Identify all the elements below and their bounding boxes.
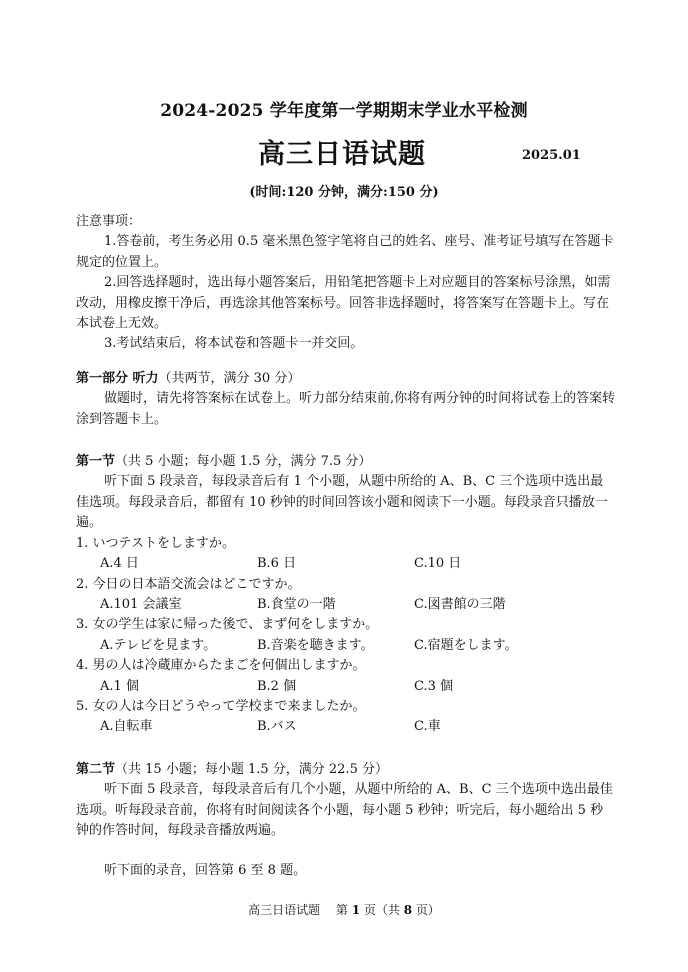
footer-prefix: 高三日语试题 第 bbox=[248, 903, 352, 917]
option-b: B.音楽を聴きます。 bbox=[257, 637, 374, 653]
question-options bbox=[76, 636, 616, 656]
note-item-3: 3.考试结束后，将本试卷和答题卡一并交回。 bbox=[104, 336, 364, 352]
question-4 bbox=[76, 656, 616, 697]
footer-page-number: 1 bbox=[351, 903, 361, 917]
option-c: C.3 個 bbox=[414, 678, 454, 694]
exam-time-info: (时间:120 分钟，满分:150 分) bbox=[249, 185, 439, 200]
section2-heading bbox=[76, 760, 616, 780]
exam-date: 2025.01 bbox=[522, 148, 581, 163]
option-a: A.4 日 bbox=[100, 556, 139, 572]
option-c: C.車 bbox=[414, 719, 441, 735]
exam-title: 高三日语试题 bbox=[258, 139, 426, 170]
option-a: A.101 会議室 bbox=[100, 596, 182, 612]
option-c: C.10 日 bbox=[414, 556, 462, 572]
question-text: 3. 女の学生は家に帰った後で、まず何をしますか。 bbox=[76, 617, 379, 633]
question-text: 2. 今日の日本語交流会はどこですか。 bbox=[76, 576, 301, 592]
section2-instruction: 听下面 5 段录音，每段录音后有几个小题，从题中所给的 A、B、C 三个选项中选出最佳选项。听每段录音前，你将有时间阅读各个小题，每小题 5 秒钟；听完后，每小题给出 5 秒钟的作答时间，每段录音播放两遍。 bbox=[76, 782, 613, 838]
section1-heading bbox=[76, 452, 616, 472]
exam-subtitle: 2024-2025 学年度第一学期期末学业水平检测 bbox=[160, 101, 528, 121]
section1-meta: （共 5 小题；每小题 1.5 分，满分 7.5 分） bbox=[115, 454, 372, 470]
option-a: A.自転車 bbox=[100, 719, 153, 735]
section2-meta: （共 15 小题；每小题 1.5 分，满分 22.5 分） bbox=[115, 761, 388, 777]
part1-instruction: 做题时，请先将答案标在试卷上。听力部分结束前,你将有两分钟的时间将试卷上的答案转涂到答题卡上。 bbox=[76, 391, 616, 427]
part1-title: 第一部分 听力 bbox=[76, 370, 159, 386]
page-footer bbox=[0, 901, 688, 918]
option-b: B.2 個 bbox=[257, 678, 297, 694]
note-item-1: 1.答卷前，考生务必用 0.5 毫米黑色签字笔将自己的姓名、座号、准考证号填写在答题卡规定的位置上。 bbox=[76, 234, 614, 270]
question-2 bbox=[76, 575, 616, 616]
option-c: C.図書館の三階 bbox=[414, 596, 506, 612]
question-text: 5. 女の人は今日どうやって学校まで来ましたか。 bbox=[76, 698, 366, 714]
option-c: C.宿題をします。 bbox=[414, 637, 518, 653]
footer-middle: 页（共 bbox=[360, 903, 404, 917]
footer-suffix: 页） bbox=[412, 903, 440, 917]
section2-prompt: 听下面的录音，回答第 6 至 8 题。 bbox=[104, 863, 307, 879]
section2-title: 第二节 bbox=[76, 761, 116, 777]
option-a: A.テレビを見ます。 bbox=[100, 637, 217, 653]
notes-heading: 注意事项： bbox=[76, 214, 142, 229]
option-b: B.6 日 bbox=[257, 556, 297, 572]
question-options bbox=[76, 595, 616, 615]
question-1 bbox=[76, 534, 616, 575]
question-text: 4. 男の人は冷蔵庫からたまごを何個出しますか。 bbox=[76, 658, 366, 674]
part1-meta: （共两节，满分 30 分） bbox=[158, 370, 301, 386]
section1-title: 第一节 bbox=[76, 454, 116, 470]
question-5 bbox=[76, 697, 616, 738]
question-options bbox=[76, 717, 616, 737]
note-item-2: 2.回答选择题时，选出每小题答案后，用铅笔把答题卡上对应题目的答案标号涂黑，如需改动，用橡皮擦干净后，再选涂其他答案标号。回答非选择题时，将答案写在答题卡上。写在本试卷上无效。 bbox=[76, 275, 611, 332]
question-options bbox=[76, 554, 616, 574]
question-text: 1. いつテストをしますか。 bbox=[76, 535, 236, 551]
option-b: B.バス bbox=[257, 719, 297, 735]
part1-heading bbox=[76, 369, 616, 389]
option-b: B.食堂の一階 bbox=[257, 596, 336, 612]
exam-content bbox=[76, 212, 616, 882]
option-a: A.1 個 bbox=[100, 678, 139, 694]
footer-total-pages: 8 bbox=[403, 903, 413, 917]
question-3 bbox=[76, 615, 616, 656]
section1-instruction: 听下面 5 段录音，每段录音后有 1 个小题，从题中所给的 A、B、C 三个选项中选出最佳选项。每段录音后，都留有 10 秒钟的时间回答该小题和阅读下一小题。每段录音只播放一遍。 bbox=[76, 474, 608, 531]
question-options bbox=[76, 677, 616, 697]
